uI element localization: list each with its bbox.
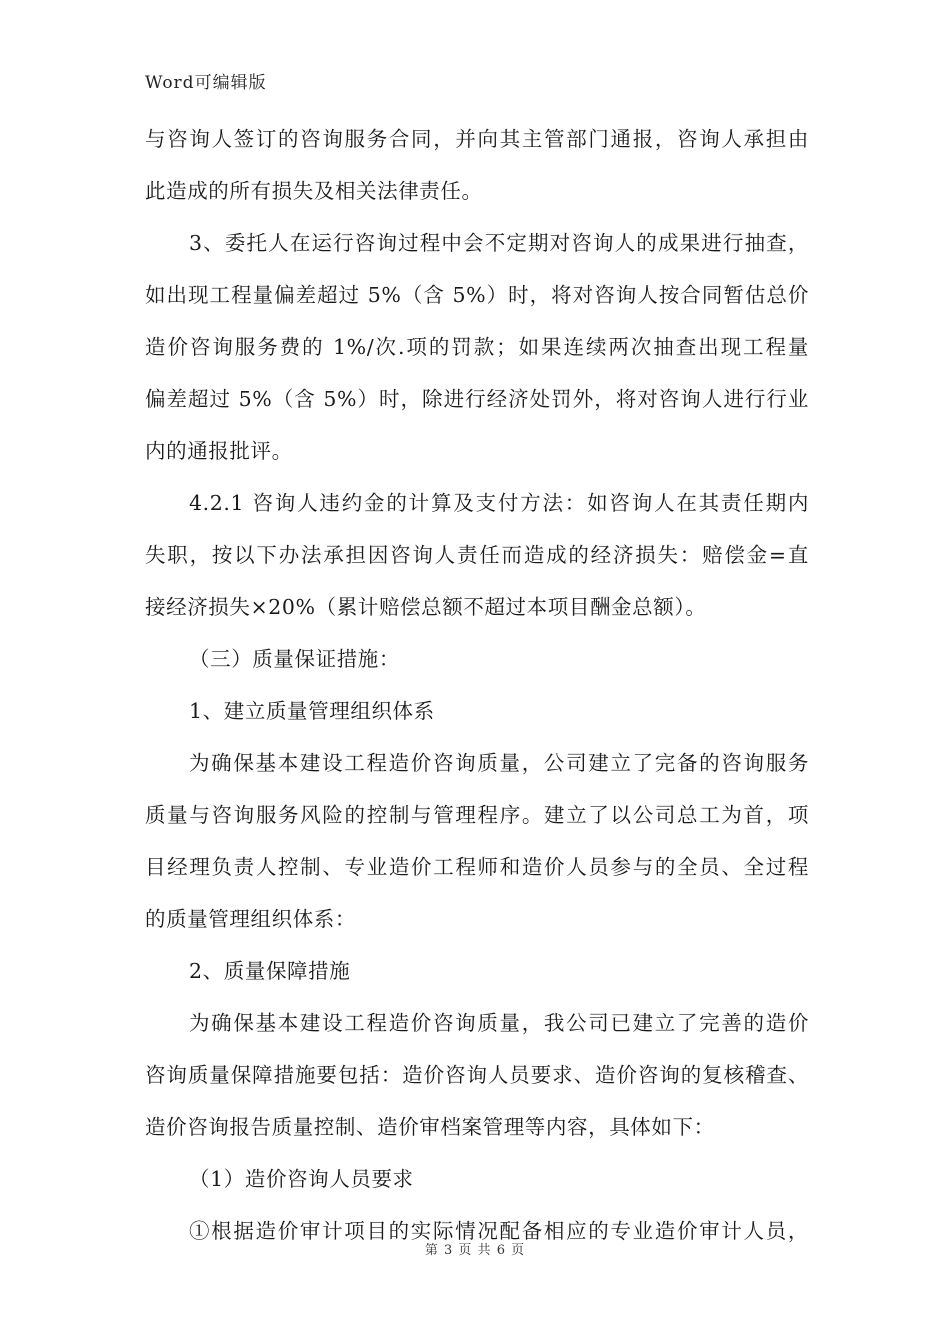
text-line: ①根据造价审计项目的实际情况配备相应的专业造价审计人员， (189, 1219, 809, 1243)
text-line: 此造成的所有损失及相关法律责任。 (145, 179, 483, 203)
text-line: 失职，按以下办法承担因咨询人责任而造成的经济损失：赔偿金=直 (145, 543, 809, 567)
text-line: 造价咨询服务费的 1%/次.项的罚款；如果连续两次抽查出现工程量 (145, 335, 809, 359)
text-line: 3、委托人在运行咨询过程中会不定期对咨询人的成果进行抽查， (189, 231, 809, 255)
text-line: 如出现工程量偏差超过 5%（含 5%）时，将对咨询人按合同暂估总价 (145, 283, 809, 307)
text-line: 咨询质量保障措施要包括：造价咨询人员要求、造价咨询的复核稽查、 (145, 1063, 809, 1087)
body-text (145, 120, 809, 1264)
page-number-footer: 第 3 页 共 6 页 (424, 1243, 526, 1258)
text-line: 4.2.1 咨询人违约金的计算及支付方法：如咨询人在其责任期内 (189, 491, 809, 515)
text-line: 接经济损失×20%（累计赔偿总额不超过本项目酬金总额）。 (145, 595, 707, 619)
section-heading: （三）质量保证措施： (189, 647, 400, 671)
page-header: Word可编辑版 (145, 73, 267, 93)
text-line: 偏差超过 5%（含 5%）时，除进行经济处罚外，将对咨询人进行行业 (145, 387, 809, 411)
text-line: 为确保基本建设工程造价咨询质量，公司建立了完备的咨询服务 (189, 751, 809, 775)
text-line: 造价咨询报告质量控制、造价审档案管理等内容，具体如下： (145, 1115, 715, 1139)
text-line: 为确保基本建设工程造价咨询质量，我公司已建立了完善的造价 (189, 1011, 809, 1035)
text-line: 目经理负责人控制、专业造价工程师和造价人员参与的全员、全过程 (145, 855, 809, 879)
text-line: 与咨询人签订的咨询服务合同，并向其主管部门通报，咨询人承担由 (145, 127, 809, 151)
text-line: 的质量管理组织体系： (145, 907, 356, 931)
item-heading: （1）造价咨询人员要求 (189, 1167, 414, 1191)
subsection-heading: 2、质量保障措施 (189, 959, 351, 983)
text-line: 内的通报批评。 (145, 439, 293, 463)
text-line: 质量与咨询服务风险的控制与管理程序。建立了以公司总工为首，项 (145, 803, 809, 827)
subsection-heading: 1、建立质量管理组织体系 (189, 699, 435, 723)
